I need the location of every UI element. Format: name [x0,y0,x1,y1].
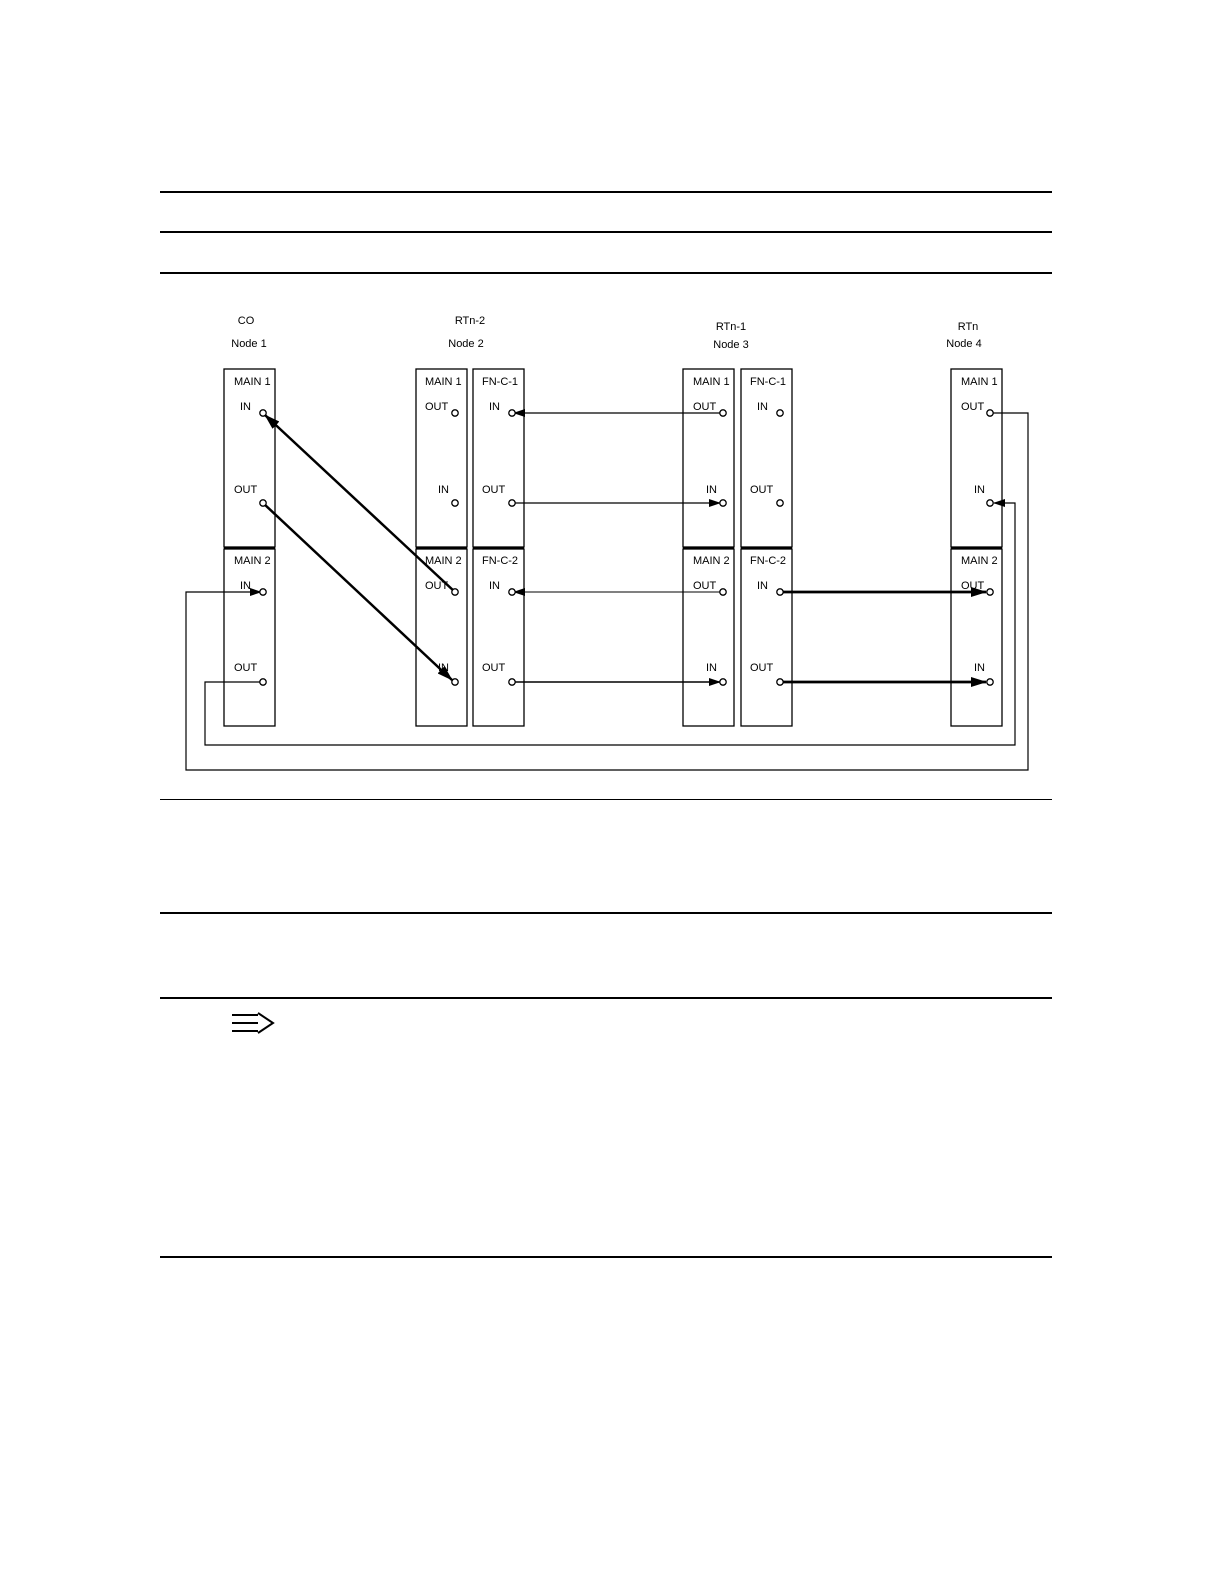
n1-m1-out-label: OUT [234,484,258,496]
port-n3-m1-out [720,410,726,416]
node1-card-main2 [224,549,275,726]
node3-main1-title: MAIN 1 [693,376,730,388]
node2-card-fnc1 [473,369,524,547]
n3-f1-out-label: OUT [750,484,774,496]
port-n1-m2-out [260,679,266,685]
n2-m1-in-label: IN [438,484,449,496]
node2-label: RTn-2 [454,315,486,327]
node4-main2-title: MAIN 2 [961,555,998,567]
node1-main2-title: MAIN 2 [234,555,271,567]
node1-sub: Node 1 [231,338,267,350]
node1-main1-title: MAIN 1 [234,376,271,388]
node4-main1-title: MAIN 1 [961,376,998,388]
n4-m2-in-label: IN [974,662,985,674]
loop-n1m2out-n4m1in [205,503,1015,745]
link-n1m1out-n2m2in [263,503,452,680]
node4-card-main2 [951,549,1002,726]
node2-fnc1-title: FN-C-1 [482,376,519,388]
n2-f1-in-label: IN [489,401,500,413]
port-n4-m1-out [987,410,993,416]
port-n3-m1-in [720,500,726,506]
n2-m1-out-label: OUT [425,401,449,413]
node2-fnc2-title: FN-C-2 [482,555,519,567]
n4-m1-out-label: OUT [961,401,985,413]
n2-f2-in-label: IN [489,580,500,592]
n2-f2-out-label: OUT [482,662,506,674]
node2-card-fnc2 [473,549,524,726]
port-n4-m2-out [987,589,993,595]
node3-label: RTn-1 [715,321,747,333]
node2-main1-title: MAIN 1 [425,376,462,388]
node3-fnc2-title: FN-C-2 [750,555,787,567]
n1-m2-out-label: OUT [234,662,258,674]
n3-m1-out-label: OUT [693,401,717,413]
port-n2-f1-out [509,500,515,506]
n1-m2-in-label: IN [240,580,251,592]
port-n2-m1-in [452,500,458,506]
node4-label: RTn [957,321,979,333]
link-n2m2out-n1m1in [265,415,455,592]
port-n3-m2-in [720,679,726,685]
port-n3-f2-out [777,679,783,685]
port-n2-m2-out [452,589,458,595]
n3-f2-in-label: IN [757,580,768,592]
node4-sub: Node 4 [946,338,982,350]
port-n1-m2-in [260,589,266,595]
node3-main2-title: MAIN 2 [693,555,730,567]
port-n3-f1-in [777,410,783,416]
port-n4-m2-in [987,679,993,685]
node2-main2-title: MAIN 2 [425,555,462,567]
node2-card-main2 [416,549,467,726]
node3-card-fnc2 [741,549,792,726]
node3-card-main2 [683,549,734,726]
n2-m2-in-label: IN [438,662,449,674]
n4-m1-in-label: IN [974,484,985,496]
port-n3-m2-out [720,589,726,595]
node4-card-main1 [951,369,1002,547]
node2-card-main1 [416,369,467,547]
port-n4-m1-in [987,500,993,506]
n2-f1-out-label: OUT [482,484,506,496]
port-n2-f2-out [509,679,515,685]
n2-m2-out-label: OUT [425,580,449,592]
node1-card-main1 [224,369,275,547]
node1-label: CO [237,315,255,327]
port-n3-f2-in [777,589,783,595]
n3-m1-in-label: IN [706,484,717,496]
n1-m1-in-label: IN [240,401,251,413]
node3-card-fnc1 [741,369,792,547]
node3-card-main1 [683,369,734,547]
n3-f1-in-label: IN [757,401,768,413]
note-pencil-icon [230,1010,276,1036]
port-n2-m2-in [452,679,458,685]
port-n2-f2-in [509,589,515,595]
port-n3-f1-out [777,500,783,506]
port-n1-m1-out [260,500,266,506]
n3-m2-in-label: IN [706,662,717,674]
node3-fnc1-title: FN-C-1 [750,376,787,388]
node2-sub: Node 2 [448,338,484,350]
port-n2-m1-out [452,410,458,416]
port-n1-m1-in [260,410,266,416]
n3-m2-out-label: OUT [693,580,717,592]
node3-sub: Node 3 [713,339,749,351]
n3-f2-out-label: OUT [750,662,774,674]
port-n2-f1-in [509,410,515,416]
n4-m2-out-label: OUT [961,580,985,592]
